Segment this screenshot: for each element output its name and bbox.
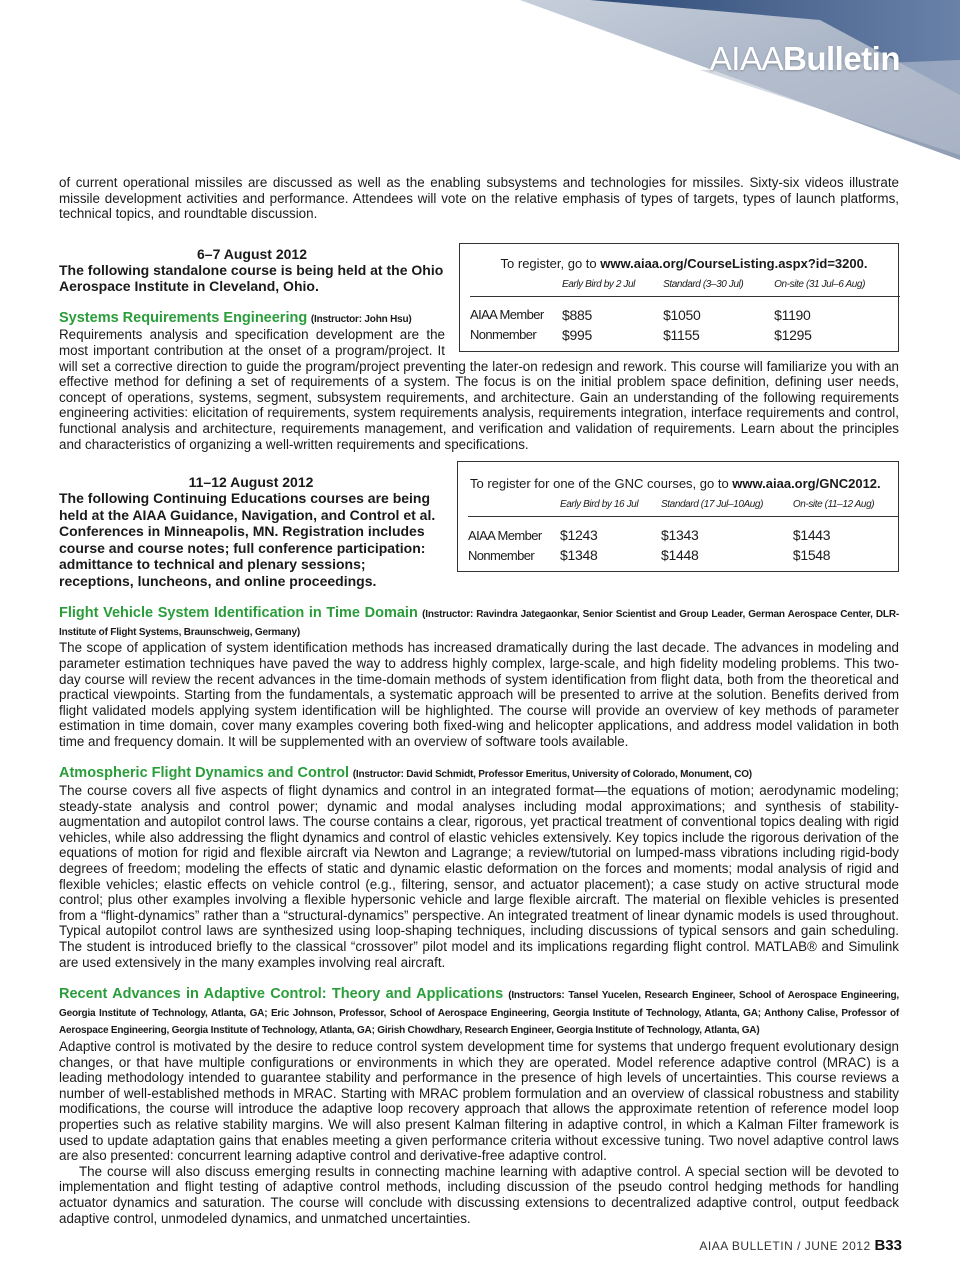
price-value: $1448 <box>661 547 699 564</box>
price-label: AIAA Member <box>470 307 544 323</box>
register-box-gnc <box>457 461 899 572</box>
course-body: The course covers all five aspects of flight dynamics and control in an integrated format—the equations of motion; aerodynamic modeling; steady-state analysis and control power; dynamic and modal analyses including modal approximations; and synthesis of stability-augmentation and autopilot control laws. The course contains a clear, rigorous, yet practical treatment of conventional topics dealing with rigid vehicles, while also addressing the flight dynamics and control of elastic vehicles extensively. Key topics include the rigorous derivation of the equations of motion for rigid and flexible aircraft via Newton and Lagrange; a review/tutorial on lumped-mass vibrations including rigid-body degrees of freedom; modeling the effects of static and dynamic elastic deformation on the forces and moments; modal analysis of rigid and flexible vehicles; elastic effects on vehicle control (e.g., filtering, sensor, and actuator placement); a case study on active structural mode control; plus other examples involving a flexible hypersonic vehicle and large flexible aircraft. The material on flexible vehicles is presented from a “flight-dynamics” rather than a “structural-dynamics” perspective. An integrated treatment of linear dynamic models is used throughout. Typical autopilot control laws are synthesized using loop-shaping techniques, including discussions of typical sensors and gain scheduling. The student is introduced briefly to the classical “crossover” pilot model and its implications regarding flight control. MATLAB® and Simulink are used extensively in the many examples involving real aircraft. <box>59 783 899 970</box>
course-title: Recent Advances in Adaptive Control: Theory and Applications <box>59 986 504 1003</box>
course-atmospheric-flight-dynamics <box>59 765 899 970</box>
price-value: $1050 <box>663 306 701 323</box>
section-date: 6–7 August 2012 <box>197 245 307 262</box>
price-row-nonmember <box>468 543 898 563</box>
price-col-onsite: On-site (11–12 Aug) <box>793 499 898 517</box>
price-row-member <box>468 517 898 544</box>
price-col-early: Early Bird by 2 Jul <box>562 279 663 297</box>
price-header-row <box>470 279 900 297</box>
price-value: $1295 <box>774 326 812 343</box>
brand-wordmark <box>710 40 900 78</box>
price-table-cleveland <box>470 279 900 343</box>
footer-label: AIAA BULLETIN / JUNE 2012 <box>699 1239 871 1253</box>
page-content <box>59 175 899 1226</box>
price-col-standard: Standard (17 Jul–10Aug) <box>661 499 793 517</box>
price-label: Nonmember <box>468 547 535 563</box>
register-prefix: To register, go to <box>500 255 601 271</box>
section-announcement: The following standalone course is being held at the Ohio Aerospace Institute in Cleveland, Ohio. <box>59 261 444 295</box>
price-value: $995 <box>562 326 592 343</box>
page-number: B33 <box>874 1237 902 1254</box>
course-instructor: (Instructor: John Hsu) <box>310 313 412 325</box>
intro-paragraph: of current operational missiles are discussed as well as the enabling subsystems and technologies for missiles. Sixty-six videos illustrate missile development activities and performance. Attendees will vote on the relative emphasis of types of targets, types of launch platforms, technical topics, and roundtable discussion. <box>59 175 899 222</box>
brand-prefix: AIAA <box>709 40 783 77</box>
price-value: $1348 <box>560 547 598 564</box>
price-value: $1155 <box>663 326 700 343</box>
register-prefix: To register for one of the GNC courses, go to <box>470 476 733 492</box>
price-value: $1548 <box>792 547 831 564</box>
course-body: Requirements analysis and specification development are the most important contribution at the onset of a program/project. It will set a corrective direction to guide the program/project preventing the later-on redesign and rework. This course will familiarize you with an effective method for defining a set of requirements of a system. The focus is on the initial problem space definition, defining user needs, concept of operations, systems, segment, subsystem requirements, and architecture. Gain an understanding of the following requirements engineering activities: elicitation of requirements, system requirements analysis, requirements integration, interface requirements and control, functional analysis and architecture, requirements management, and verification and validation of requirements. Learn about the principles and characteristics of organizing a well-written requirements and specifications. <box>59 327 899 452</box>
price-label: Nonmember <box>470 327 537 343</box>
course-instructor: (Instructor: David Schmidt, Professor Emeritus, University of Colorado, Monument, CO) <box>352 769 752 781</box>
price-col-standard: Standard (3–30 Jul) <box>663 279 774 297</box>
section-date: 11–12 August 2012 <box>188 474 314 491</box>
price-header-row <box>468 499 898 517</box>
section-gnc <box>59 474 899 589</box>
register-link[interactable]: www.aiaa.org/GNC2012. <box>732 476 881 492</box>
price-value: $1343 <box>661 527 699 544</box>
price-value: $1243 <box>560 527 598 544</box>
price-label: AIAA Member <box>468 527 542 543</box>
section-cleveland <box>59 246 899 452</box>
course-title: Systems Requirements Engineering <box>59 309 308 326</box>
price-value: $1190 <box>774 306 811 323</box>
course-title: Atmospheric Flight Dynamics and Control <box>59 765 350 782</box>
course-body: The scope of application of system identification methods has increased dramatically during the last decade. The advances in modeling and parameter estimation techniques have paved the way to address highly complex, large-scale, and high fidelity modeling problems. This two-day course will review the recent advances in the time-domain methods of system identification from flight data, both from the theoretical and practical viewpoints. Starting from the fundamentals, a systematic approach will be presented to arrive at the solution. Benefits derived from flight validated models applying system identification will be highlighted. The course will provide an overview of key methods of parameter estimation in time domain, cover many examples covering both fixed-wing and helicopter applications, and address model validation in both time and frequency domain. It will be supplemented with an overview of software tools available. <box>59 640 899 749</box>
course-adaptive-control <box>59 986 899 1226</box>
price-value: $885 <box>562 306 592 323</box>
course-flight-vehicle-sysid <box>59 605 899 749</box>
course-instructor: (Instructors: Tansel Yucelen, Research Engineer, School of Aerospace Engineering, Georgia Institute of Technology, Atlanta, GA; Eric Johnson, Professor, School of Aerospace Engineering, Georgia Institute of Technology, Atlanta, GA; Anthony Calise, Professor of Aerospace Engineering, Georgia Institute of Technology, Atlanta, GA; Girish Chowdhary, Research Engineer, Georgia Institute of Technology, Atlanta, GA) <box>59 990 899 1037</box>
price-row-member <box>470 296 900 323</box>
register-text <box>470 256 898 271</box>
header-banner <box>0 0 960 160</box>
section-announcement: The following Continuing Educations courses are being held at the AIAA Guidance, Navigation, and Control et al. Conferences in Minneapolis, MN. Registration includes course and course notes; full conference participation: admittance to technical and plenary sessions; receptions, luncheons, and online proceedings. <box>59 490 436 589</box>
price-table-gnc <box>468 499 898 563</box>
register-text <box>468 476 898 491</box>
price-col-onsite: On-site (31 Jul–6 Aug) <box>774 279 900 297</box>
register-link[interactable]: www.aiaa.org/CourseListing.aspx?id=3200. <box>600 255 868 271</box>
course-body: Adaptive control is motivated by the desire to reduce control system development time for systems that undergo frequent evolutionary design changes, or that have multiple configurations or environments in which they are operated. Model reference adaptive control (MRAC) is a leading methodology intended to guarantee stability and performance in the presence of high levels of uncertainties. This course reviews a number of well-established methods in MRAC. Starting with MRAC problem formulation and an overview of classical robustness and stability modifications, the course will introduce the adaptive loop recovery approach that allows the approximate retention of reference model loop properties such as relative stability margins. We will also present Kalman filtering in adaptive control, in which a Kalman Filter framework is used to update adaptation gains that enables meeting a given performance criteria without excessive tuning. Two novel adaptive control laws are also presented: concurrent learning adaptive control and derivative-free adaptive control. <box>59 1038 899 1164</box>
price-row-nonmember <box>470 323 900 343</box>
page-footer <box>699 1237 902 1254</box>
banner-graphic <box>0 0 960 160</box>
course-title: Flight Vehicle System Identification in Time Domain <box>59 605 418 622</box>
register-box-cleveland <box>459 243 899 352</box>
course-body: The course will also discuss emerging results in connecting machine learning with adaptive control. A special section will be devoted to implementation and flight testing of adaptive control methods, including discussion of the pseudo control hedging methods for handling actuator dynamics and saturation. The course will conclude with discussing extensions to decentralized adaptive control, output feedback adaptive control, unmodeled dynamics, and unmatched uncertainties. <box>59 1163 899 1226</box>
price-value: $1443 <box>792 527 831 544</box>
price-col-early: Early Bird by 16 Jul <box>560 499 661 517</box>
brand-suffix: Bulletin <box>783 40 900 77</box>
course-instructor: (Instructor: Ravindra Jategaonkar, Senior Scientist and Group Leader, German Aerospace Center, DLR-Institute of Flight Systems, Braunschweig, Germany) <box>59 609 899 638</box>
